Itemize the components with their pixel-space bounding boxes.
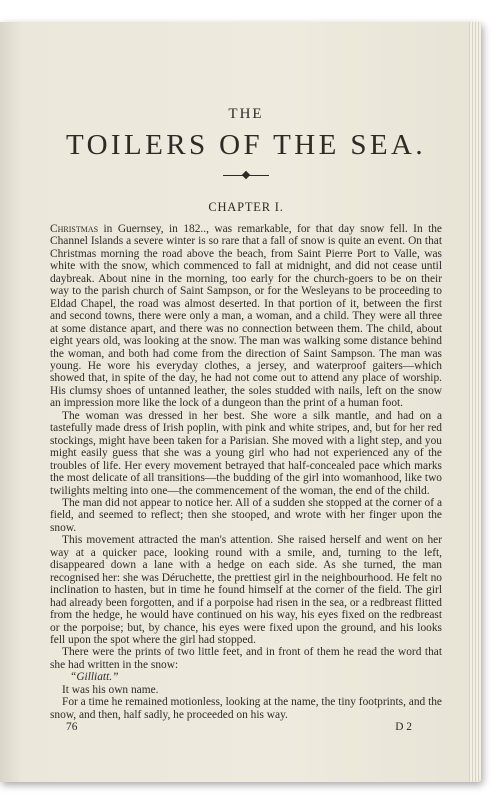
paragraph-4: This movement attracted the man's attention. She raised herself and went on her way at a quicker pace, looking round with a smile, and, turning to the left, disappeared down a lane with a hedge on each side. As she turned, the man recognised her: she was Déruchette, the prettiest girl in the neighbourhood. He felt no inclination to hasten, but in time he found himself at the corner of the field. The girl had already been forgotten, and if a porpoise had risen in the sea, or a redbreast flitted from the hedge, he would have continued on his way, his eyes fixed on the redbreast or the porpoise; but, by chance, his eyes were fixed upon the ground, and his looks fell upon the spot where the girl had stopped. [50,534,442,646]
page-edges [469,22,481,782]
paragraph-7: For a time he remained motionless, looking at the name, the tiny footprints, and the snow, and then, half sadly, he proceeded on his way. [50,696,442,721]
paragraph-2: The woman was dressed in her best. She wore a silk mantle, and had on a tastefully made dress of Irish poplin, with pink and white stripes, and, but for her red stockings, might have been taken for a Parisian. She moved with a light step, and you might easily guess that she was a young girl who had not experienced any of the troubles of life. Her every movement betrayed that half-concealed pace which marks the most delicate of all transitions—the budding of the girl into womanhood, like two twilights melting into one—the commencement of the woman, the end of the child. [50,409,442,497]
paragraph-1 [50,223,442,410]
chapter-heading: CHAPTER I. [208,200,284,214]
page-content [50,106,442,735]
diamond-ornament-icon [242,171,250,179]
paragraph-5: There were the prints of two little feet, and in front of them he read the word that she had written in the snow: [50,646,442,671]
paragraph-3: The man did not appear to notice her. All of a sudden she stopped at the corner of a field, and seemed to reflect; then she stooped, and wrote with her finger upon the snow. [50,496,442,534]
page-footer [50,721,442,735]
paragraph-1-text: in Guernsey, in 182.., was remarkable, for that day snow fell. In the Channel Islands a severe winter is so rare that a fall of snow is quite an event. On that Christmas morning the road above the beach, from Saint Pierre Port to Valle, was white with the snow, which commenced to fall at midnight, and did not cease until daybreak. About nine in the morning, too early for the church-goers to be on their way to the parish church of Saint Sampson, or for the Wesleyans to be proceeding to Eldad Chapel, the road was almost deserted. In that portion of it, between the first and second towns, there were only a man, a woman, and a child. They were all three at some distance apart, and there was no connection between them. The child, about eight years old, was looking at the snow. The man was walking some distance behind the woman, and both had come from the direction of Saint Sampson. The man was young. He wore his everyday clothes, a jersey, and waterproof gaiters—which showed that, in spite of the day, he had not come out to attend any place of worship. His clumsy shoes of untanned leather, the soles studded with nails, left on the snow an impression more like the lock of a dungeon than the print of a human foot. [50,223,442,410]
book-page [0,22,481,782]
quoted-name: “Gilliatt.” [70,671,119,684]
paragraph-6: It was his own name. [62,683,159,696]
title-article: THE [228,106,264,122]
title-ornament-rule [223,175,269,176]
book-title: TOILERS OF THE SEA. [66,129,426,161]
opening-word: Christmas [50,223,99,235]
page-number: 76 [66,721,78,734]
body-text [50,223,442,721]
signature-mark: D 2 [395,721,412,734]
